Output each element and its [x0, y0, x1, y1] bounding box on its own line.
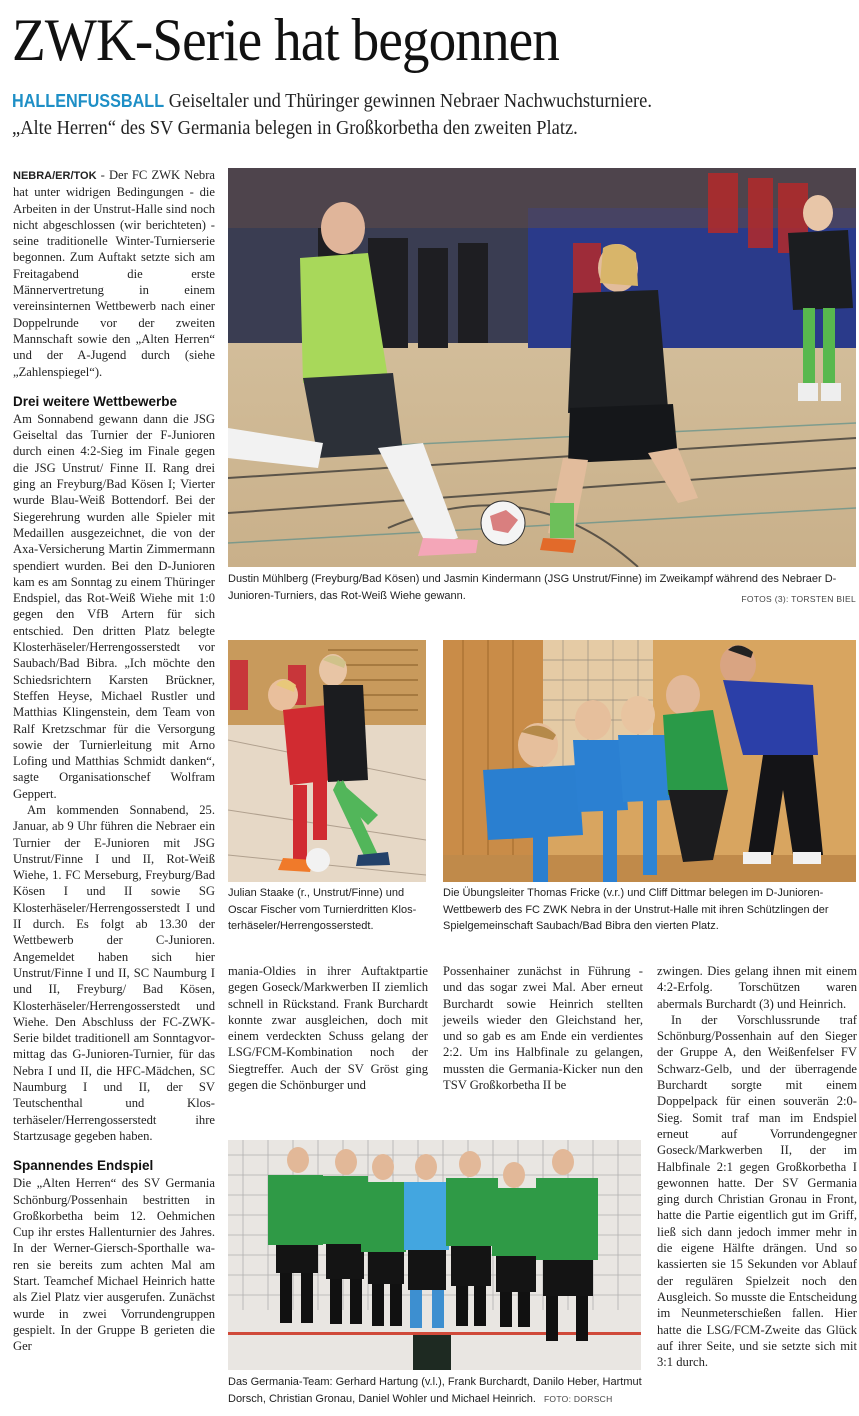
bench-photo-caption: Die Übungsleiter Thomas Fricke (v.r.) und Cliff Dittmar belegen im D-Junioren-Wettbewerb des FC ZWK Nebra in der Unstrut-Halle mit ihren Schützlingen der Spielgemeinschaft Saubach/Bad Bibra den vierten Platz.	[443, 887, 829, 932]
duel-photo	[228, 640, 426, 882]
dateline: NEBRA/ER/TOK	[13, 170, 97, 182]
headline: ZWK-Serie hat begonnen	[12, 7, 559, 73]
main-photo-caption-block	[228, 571, 856, 607]
paragraph: mania-Oldies in ihrer Auftaktpartie gegen Goseck/Markwerben II ziemlich schnell in Rückstand. Frank Burchardt konnte zwar ausgleichen, doch mit einem verdeckten Schuss gelang der LSG/FCM-Kombination noch der Siegtreffer. Auch der SV Gröst ging gegen die Schönburger und	[228, 964, 428, 1093]
paragraph: zwingen. Dies gelang ihnen mit einem 4:2-Erfolg. Torschützen waren abermals Burchardt (3) und Heinrich.	[657, 964, 857, 1011]
article-column-4	[657, 963, 857, 1370]
article-column-1	[13, 167, 215, 1354]
subhead-line-1: Geiseltaler und Thüringer gewinnen Nebraer Nachwuchsturniere.	[168, 90, 652, 112]
section-heading-2: Spannendes Endspiel	[13, 1158, 154, 1174]
paragraph: Possenhainer zunächst in Führung - und das sogar zwei Mal. Aber erneut Burchardt sowie Heinrich stellten jeweils wieder den Gleichstand her, und so gab es am Ende ein verdientes 2:2. Um ins Halbfinale zu gelangen, mussten die Germania-Kicker nun den TSV Großkorbetha II be	[443, 964, 643, 1093]
team-photo-credit: FOTO: DORSCH	[543, 1393, 613, 1404]
team-photo-image	[228, 1140, 641, 1370]
paragraph: Am Sonnabend gewann dann die JSG Geiseltal das Turnier der F-Junioren durch einen 4:2-Sieg im Finale gegen die JSG Unstrut/ Finne II. Rang drei ging an Freyburg/Bad Kösen I; Vierter wurde Blau-Weiß Bottendorf. Bei der Siegerehrung wurden alle Spieler mit Medaillen ausgezeichnet, die von der Axa-Versicherung Martin Zimmermann spendiert wurden. Bei den D-Junioren kam es am Sonntag zu einem Thüringer Endspiel, das Rot-Weiß Wiehe mit 1:0 gegen den VfB Artern für sich entschied. Den dritten Platz belegte Klosterhäseler/Herrengosserstedt vor Saubach/Bad Bibra. „Ich möchte den Schiedsrichtern Karsten Brückner, Steffen Heyse, Michael Rustler und Matthias Klingenstein, dem Team von Ralf Kretzschmar für die Versorgung sowie der Turnierleitung mit Arno Lofing und Matthias Schmidt danken“, sagte Organisationschef Wolfram Geppert.	[13, 411, 215, 801]
team-photo	[228, 1140, 641, 1370]
photo-credit: FOTOS (3): TORSTEN BIEL	[741, 593, 856, 604]
kicker: HALLENFUSSBALL	[12, 91, 165, 111]
duel-photo-image	[228, 640, 426, 882]
main-photo-image	[228, 168, 856, 567]
intro-paragraph: - Der FC ZWK Nebra hat unter widrigen Bedingungen - die Arbeiten in der Unstrut-Halle sind noch nicht abgeschlossen (wir berichteten) - seine traditionelle Winter-Turnierserie begonnen. Zum Auftakt setzte sich am Freitagabend die erste Männervertretung in einem vereinsinternen Wettbewerb nach einer Doppelrunde vor der zweiten Mannschaft sowie den „Alten Herren“ und der A-Jugend durch (siehe „Zahlenspiegel“).	[13, 168, 215, 379]
subheadline	[12, 88, 773, 142]
bottle-crate	[413, 1335, 451, 1370]
article-column-2	[228, 963, 428, 1093]
main-photo-caption: Dustin Mühlberg (Freyburg/Bad Kösen) und Jasmin Kindermann (JSG Unstrut/Finne) im Zweikampf während des Nebraer D-Junioren-Turniers, das Rot-Weiß Wiehe gewann.	[228, 573, 837, 602]
paragraph: Am kommenden Sonnabend, 25. Januar, ab 9 Uhr führen die Nebraer ein Turnier der E-Junioren mit JSG Unstrut/Finne I und II, Rot-Weiß Wiehe, 1. FC Merseburg, Freyburg/Bad Kösen I und II sowie SG Klosterhäseler/Herrengosserstedt I und II durch. Es folgt ab 13.30 der Wettbewerb der C-Junioren. Angemeldet haben sich hier Unstrut/Finne I und II, SC Naumburg I und II, Freyburg/ Bad Kösen, Klosterhäseler/Herrengosserstedt und Wiehe. Den Abschluss der FC-ZWK-Serie bildet traditionell am Sonntagvormittag das G-Junioren-Turnier, für das Nebra I und II, die HFC-Mädchen, SC Naumburg I und II, der SV Teutschenthal und Klosterhäseler/Herrengosserstedt ihre Startzusage gegeben haben.	[13, 802, 215, 1143]
section-heading-1: Drei weitere Wettbewerbe	[13, 393, 178, 409]
subhead-line-2: „Alte Herren“ des SV Germania belegen in Großkorbetha den zweiten Platz.	[12, 117, 578, 139]
paragraph: In der Vorschlussrunde traf Schönburg/Possenhain auf den Sieger der Gruppe A, den Weißenfelser FV Schwarz-Gelb, und der überragende Burchardt sorgte mit einem Doppelpack für einen souverän 2:0-Sieg. Somit traf man im Endspiel erneut auf Vorrundengegner Goseck/Markwerben II, der im Halbfinale 2:1 gegen Großkorbetha I gewonnen hatte. Der SV Germania ging durch Christian Gronau in Front, hatte die Partie eigentlich gut im Griff, ließ sich dann jedoch immer mehr in die eigene Hälfte drängen. Und so kassierten sie 15 Sekunden vor Ablauf der regulären Spielzeit noch den Ausgleich. So musste die Entscheidung im Neunmeterschießen fallen. Hier hatte die LSG/FCM-Zweite das Glück auf ihrer Seite, und sie setzte sich mit 3:1 durch.	[657, 1012, 857, 1370]
article-column-3	[443, 963, 643, 1093]
duel-photo-caption: Julian Staake (r., Unstrut/Finne) und Oscar Fischer vom Turnierdritten Klosterhäseler/Herrengosserstedt.	[228, 887, 417, 932]
paragraph: Die „Alten Herren“ des SV Germania Schönburg/Possenhain bestritten in Großkorbetha beim 12. Oehmichen Cup ihr erstes Hallenturnier des Jahres. In der Werner-Giersch-Sporthalle waren sie bereits zum achten Mal am Start. Teamchef Michael Heinrich hatte als Ziel Platz vier ausgerufen. Zunächst wurde in zwei Vorrundengruppen gespielt. In der Gruppe B gerieten die Ger	[13, 1176, 215, 1354]
main-photo	[228, 168, 856, 567]
team-photo-caption: Das Germania-Team: Gerhard Hartung (v.l.), Frank Burchardt, Danilo Heber, Hartmut Dorsch, Christian Gronau, Daniel Wohler und Michael Heinrich. FOTO: DORSCH	[228, 1376, 642, 1405]
bench-photo-image	[443, 640, 856, 882]
bench-photo	[443, 640, 856, 882]
